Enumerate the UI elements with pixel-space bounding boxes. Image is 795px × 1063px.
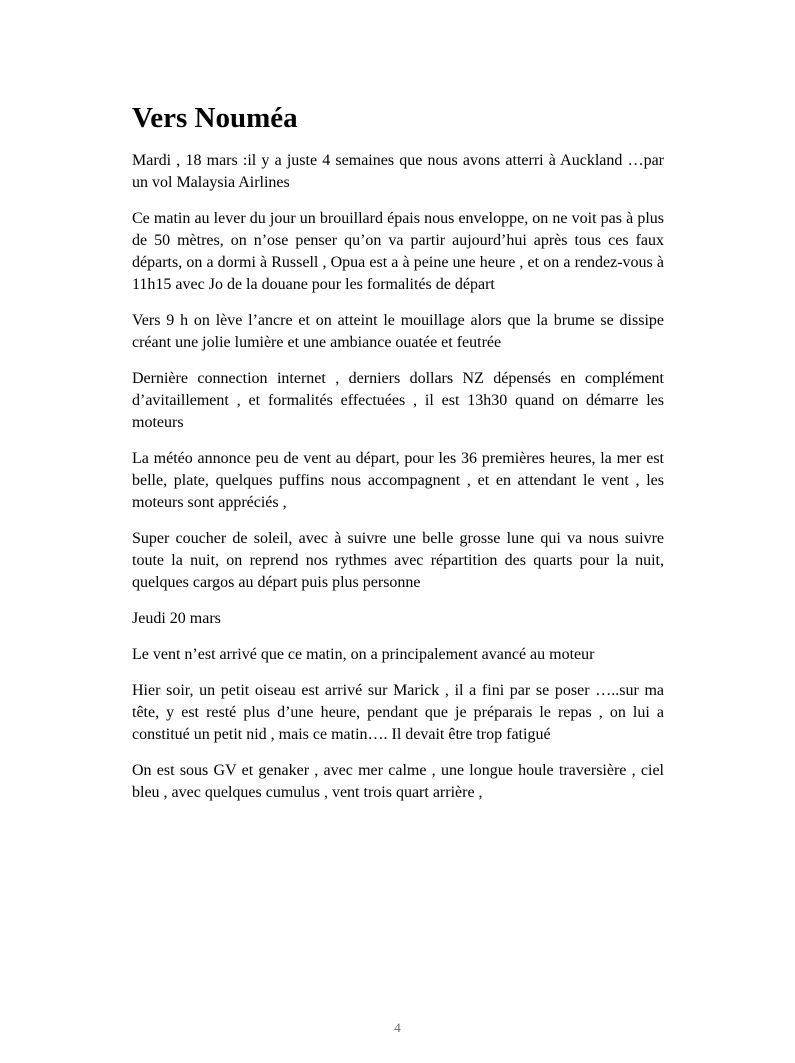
paragraph-meteo: La météo annonce peu de vent au départ, pour les 36 premières heures, la mer est belle, plate, quelques puffins nous accompagnent , et en attendant le vent , les moteurs sont appréciés , [132,450,664,511]
page-number: 4 [394,1020,401,1035]
paragraph-mardi-18-mars: Mardi , 18 mars :il y a juste 4 semaines que nous avons atterri à Auckland …par un vol Malaysia Airlines [132,152,664,191]
paragraph-vent: Le vent n’est arrivé que ce matin, on a principalement avancé au moteur [132,646,595,663]
paragraph-petit-oiseau: Hier soir, un petit oiseau est arrivé sur Marick , il a fini par se poser …..sur ma tête, y est resté plus d’une heure, pendant que je préparais le repas , on lui a constitué un petit nid , mais ce matin…. Il devait être trop fatigué [132,682,664,743]
paragraph-jeudi-20-mars: Jeudi 20 mars [132,610,221,627]
paragraph-derniere-connection: Dernière connection internet , derniers dollars NZ dépensés en complément d’avitaillement , et formalités effectuées , il est 13h30 quand on démarre les moteurs [132,370,664,431]
paragraph-gv-genaker: On est sous GV et genaker , avec mer calme , une longue houle traversière , ciel bleu , avec quelques cumulus , vent trois quart arrière , [132,762,664,801]
paragraph-coucher-soleil: Super coucher de soleil, avec à suivre une belle grosse lune qui va nous suivre toute la nuit, on reprend nos rythmes avec répartition des quarts pour la nuit, quelques cargos au départ puis plus personne [132,530,664,591]
paragraph-lever-ancre: Vers 9 h on lève l’ancre et on atteint le mouillage alors que la brume se dissipe créant une jolie lumière et une ambiance ouatée et feutrée [132,312,664,351]
document-page [132,100,664,818]
page-title: Vers Nouméa [132,102,298,134]
paragraph-brouillard: Ce matin au lever du jour un brouillard épais nous enveloppe, on ne voit pas à plus de 50 mètres, on n’ose penser qu’on va partir aujourd’hui après tous ces faux départs, on a dormi à Russell , Opua est a à peine une heure , et on a rendez-vous à 11h15 avec Jo de la douane pour les formalités de départ [132,210,664,293]
